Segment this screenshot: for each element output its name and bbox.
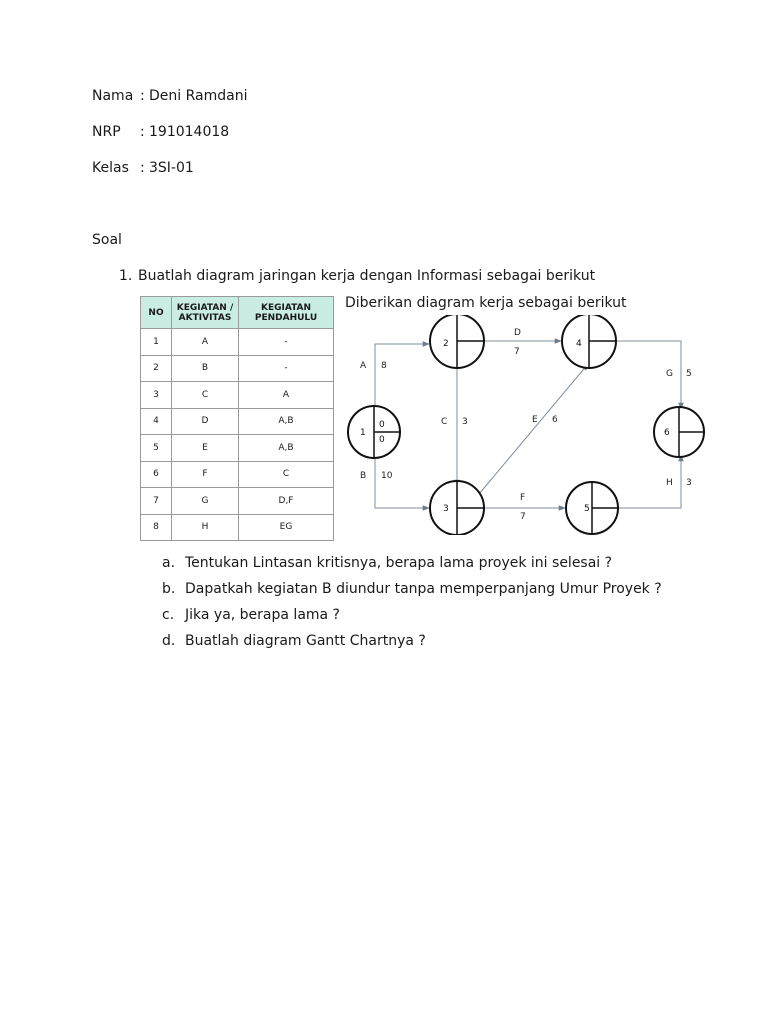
subquestion-letter: d. bbox=[162, 633, 176, 649]
subquestion-a bbox=[162, 555, 722, 575]
subquestion-text: Jika ya, berapa lama ? bbox=[185, 607, 340, 623]
node-3 bbox=[430, 481, 484, 535]
cell-pendahulu: A,B bbox=[239, 435, 334, 462]
edge-e bbox=[479, 364, 588, 494]
node-3-label: 3 bbox=[443, 504, 449, 514]
table-row bbox=[141, 461, 334, 488]
cell-pendahulu: A,B bbox=[239, 408, 334, 435]
field-label: Kelas bbox=[92, 160, 129, 176]
node-1-label: 1 bbox=[360, 428, 366, 438]
section-title: Soal bbox=[92, 232, 122, 248]
activity-table bbox=[140, 296, 334, 541]
node-4 bbox=[562, 315, 616, 368]
cell-kegiatan: H bbox=[172, 514, 239, 541]
subquestion-letter: b. bbox=[162, 581, 176, 597]
header-no-text: NO bbox=[148, 307, 164, 318]
field-nama bbox=[92, 88, 392, 108]
edge-g-activity: G bbox=[666, 369, 673, 379]
table-header-row bbox=[141, 297, 334, 329]
header-kegiatan-line1: KEGIATAN / bbox=[176, 302, 234, 313]
subquestion-text: Dapatkah kegiatan B diundur tanpa memperpanjang Umur Proyek ? bbox=[185, 581, 662, 597]
edge-d-activity: D bbox=[514, 328, 521, 338]
cell-pendahulu: - bbox=[239, 329, 334, 356]
field-kelas bbox=[92, 160, 392, 180]
cell-pendahulu: D,F bbox=[239, 488, 334, 515]
cell-kegiatan: F bbox=[172, 461, 239, 488]
edge-g-duration: 5 bbox=[686, 369, 692, 379]
field-value: 191014018 bbox=[149, 124, 230, 140]
node-4-label: 4 bbox=[576, 339, 582, 349]
subquestion-b bbox=[162, 581, 722, 601]
field-colon: : bbox=[140, 88, 145, 104]
cell-no: 5 bbox=[141, 435, 172, 462]
table-row bbox=[141, 408, 334, 435]
question-number: 1. bbox=[119, 268, 133, 284]
field-label: Nama bbox=[92, 88, 134, 104]
table-row bbox=[141, 435, 334, 462]
network-diagram bbox=[340, 315, 720, 535]
edge-e-duration: 6 bbox=[552, 415, 558, 425]
cell-no: 4 bbox=[141, 408, 172, 435]
edge-c-duration: 3 bbox=[462, 417, 468, 427]
question-text: Buatlah diagram jaringan kerja dengan Informasi sebagai berikut bbox=[138, 268, 596, 284]
field-value: Deni Ramdani bbox=[149, 88, 248, 104]
field-label: NRP bbox=[92, 124, 121, 140]
field-value: 3SI-01 bbox=[149, 160, 194, 176]
header-kegiatan-line2: AKTIVITAS bbox=[178, 312, 232, 323]
edge-e-activity: E bbox=[532, 415, 538, 425]
edge-b-duration: 10 bbox=[381, 471, 393, 481]
cell-kegiatan: A bbox=[172, 329, 239, 356]
cell-kegiatan: B bbox=[172, 355, 239, 382]
field-colon: : bbox=[140, 124, 145, 140]
node-2 bbox=[430, 315, 484, 368]
header-no bbox=[141, 297, 172, 329]
edge-a-duration: 8 bbox=[381, 361, 387, 371]
node-1-bottom-value: 0 bbox=[379, 435, 385, 445]
field-colon: : bbox=[140, 160, 145, 176]
cell-pendahulu: C bbox=[239, 461, 334, 488]
subquestion-c bbox=[162, 607, 722, 627]
subquestion-d bbox=[162, 633, 722, 653]
node-6 bbox=[654, 407, 704, 457]
edge-f-activity: F bbox=[520, 493, 526, 503]
header-pendahulu bbox=[239, 297, 334, 329]
edge-a-activity: A bbox=[360, 361, 367, 371]
edge-b-activity: B bbox=[360, 471, 367, 481]
cell-no: 7 bbox=[141, 488, 172, 515]
header-pendahulu-line1: KEGIATAN bbox=[260, 302, 312, 313]
edge-c-activity: C bbox=[441, 417, 448, 427]
cell-kegiatan: D bbox=[172, 408, 239, 435]
node-1-top-value: 0 bbox=[379, 420, 385, 430]
table-row bbox=[141, 382, 334, 409]
table-row bbox=[141, 355, 334, 382]
table-row bbox=[141, 514, 334, 541]
cell-no: 2 bbox=[141, 355, 172, 382]
cell-no: 1 bbox=[141, 329, 172, 356]
edge-h-duration: 3 bbox=[686, 478, 692, 488]
node-1 bbox=[348, 406, 400, 458]
cell-pendahulu: A bbox=[239, 382, 334, 409]
table-row bbox=[141, 329, 334, 356]
node-5-label: 5 bbox=[584, 504, 590, 514]
cell-kegiatan: E bbox=[172, 435, 239, 462]
field-nrp bbox=[92, 124, 392, 144]
node-2-label: 2 bbox=[443, 339, 449, 349]
node-5 bbox=[566, 482, 618, 534]
subquestion-text: Tentukan Lintasan kritisnya, berapa lama proyek ini selesai ? bbox=[185, 555, 613, 571]
edge-b bbox=[375, 456, 429, 508]
diagram-caption: Diberikan diagram kerja sebagai berikut bbox=[345, 295, 627, 311]
cell-no: 6 bbox=[141, 461, 172, 488]
header-pendahulu-line2: PENDAHULU bbox=[254, 312, 318, 323]
cell-pendahulu: - bbox=[239, 355, 334, 382]
header-kegiatan bbox=[172, 297, 239, 329]
edge-h-activity: H bbox=[666, 478, 673, 488]
edge-d-duration: 7 bbox=[514, 347, 520, 357]
cell-no: 8 bbox=[141, 514, 172, 541]
edge-a bbox=[375, 344, 429, 408]
subquestion-text: Buatlah diagram Gantt Chartnya ? bbox=[185, 633, 426, 649]
table-row bbox=[141, 488, 334, 515]
cell-kegiatan: G bbox=[172, 488, 239, 515]
cell-kegiatan: C bbox=[172, 382, 239, 409]
edge-f-duration: 7 bbox=[520, 512, 526, 522]
cell-pendahulu: EG bbox=[239, 514, 334, 541]
node-6-label: 6 bbox=[664, 428, 670, 438]
subquestion-letter: c. bbox=[162, 607, 175, 623]
cell-no: 3 bbox=[141, 382, 172, 409]
subquestion-letter: a. bbox=[162, 555, 176, 571]
